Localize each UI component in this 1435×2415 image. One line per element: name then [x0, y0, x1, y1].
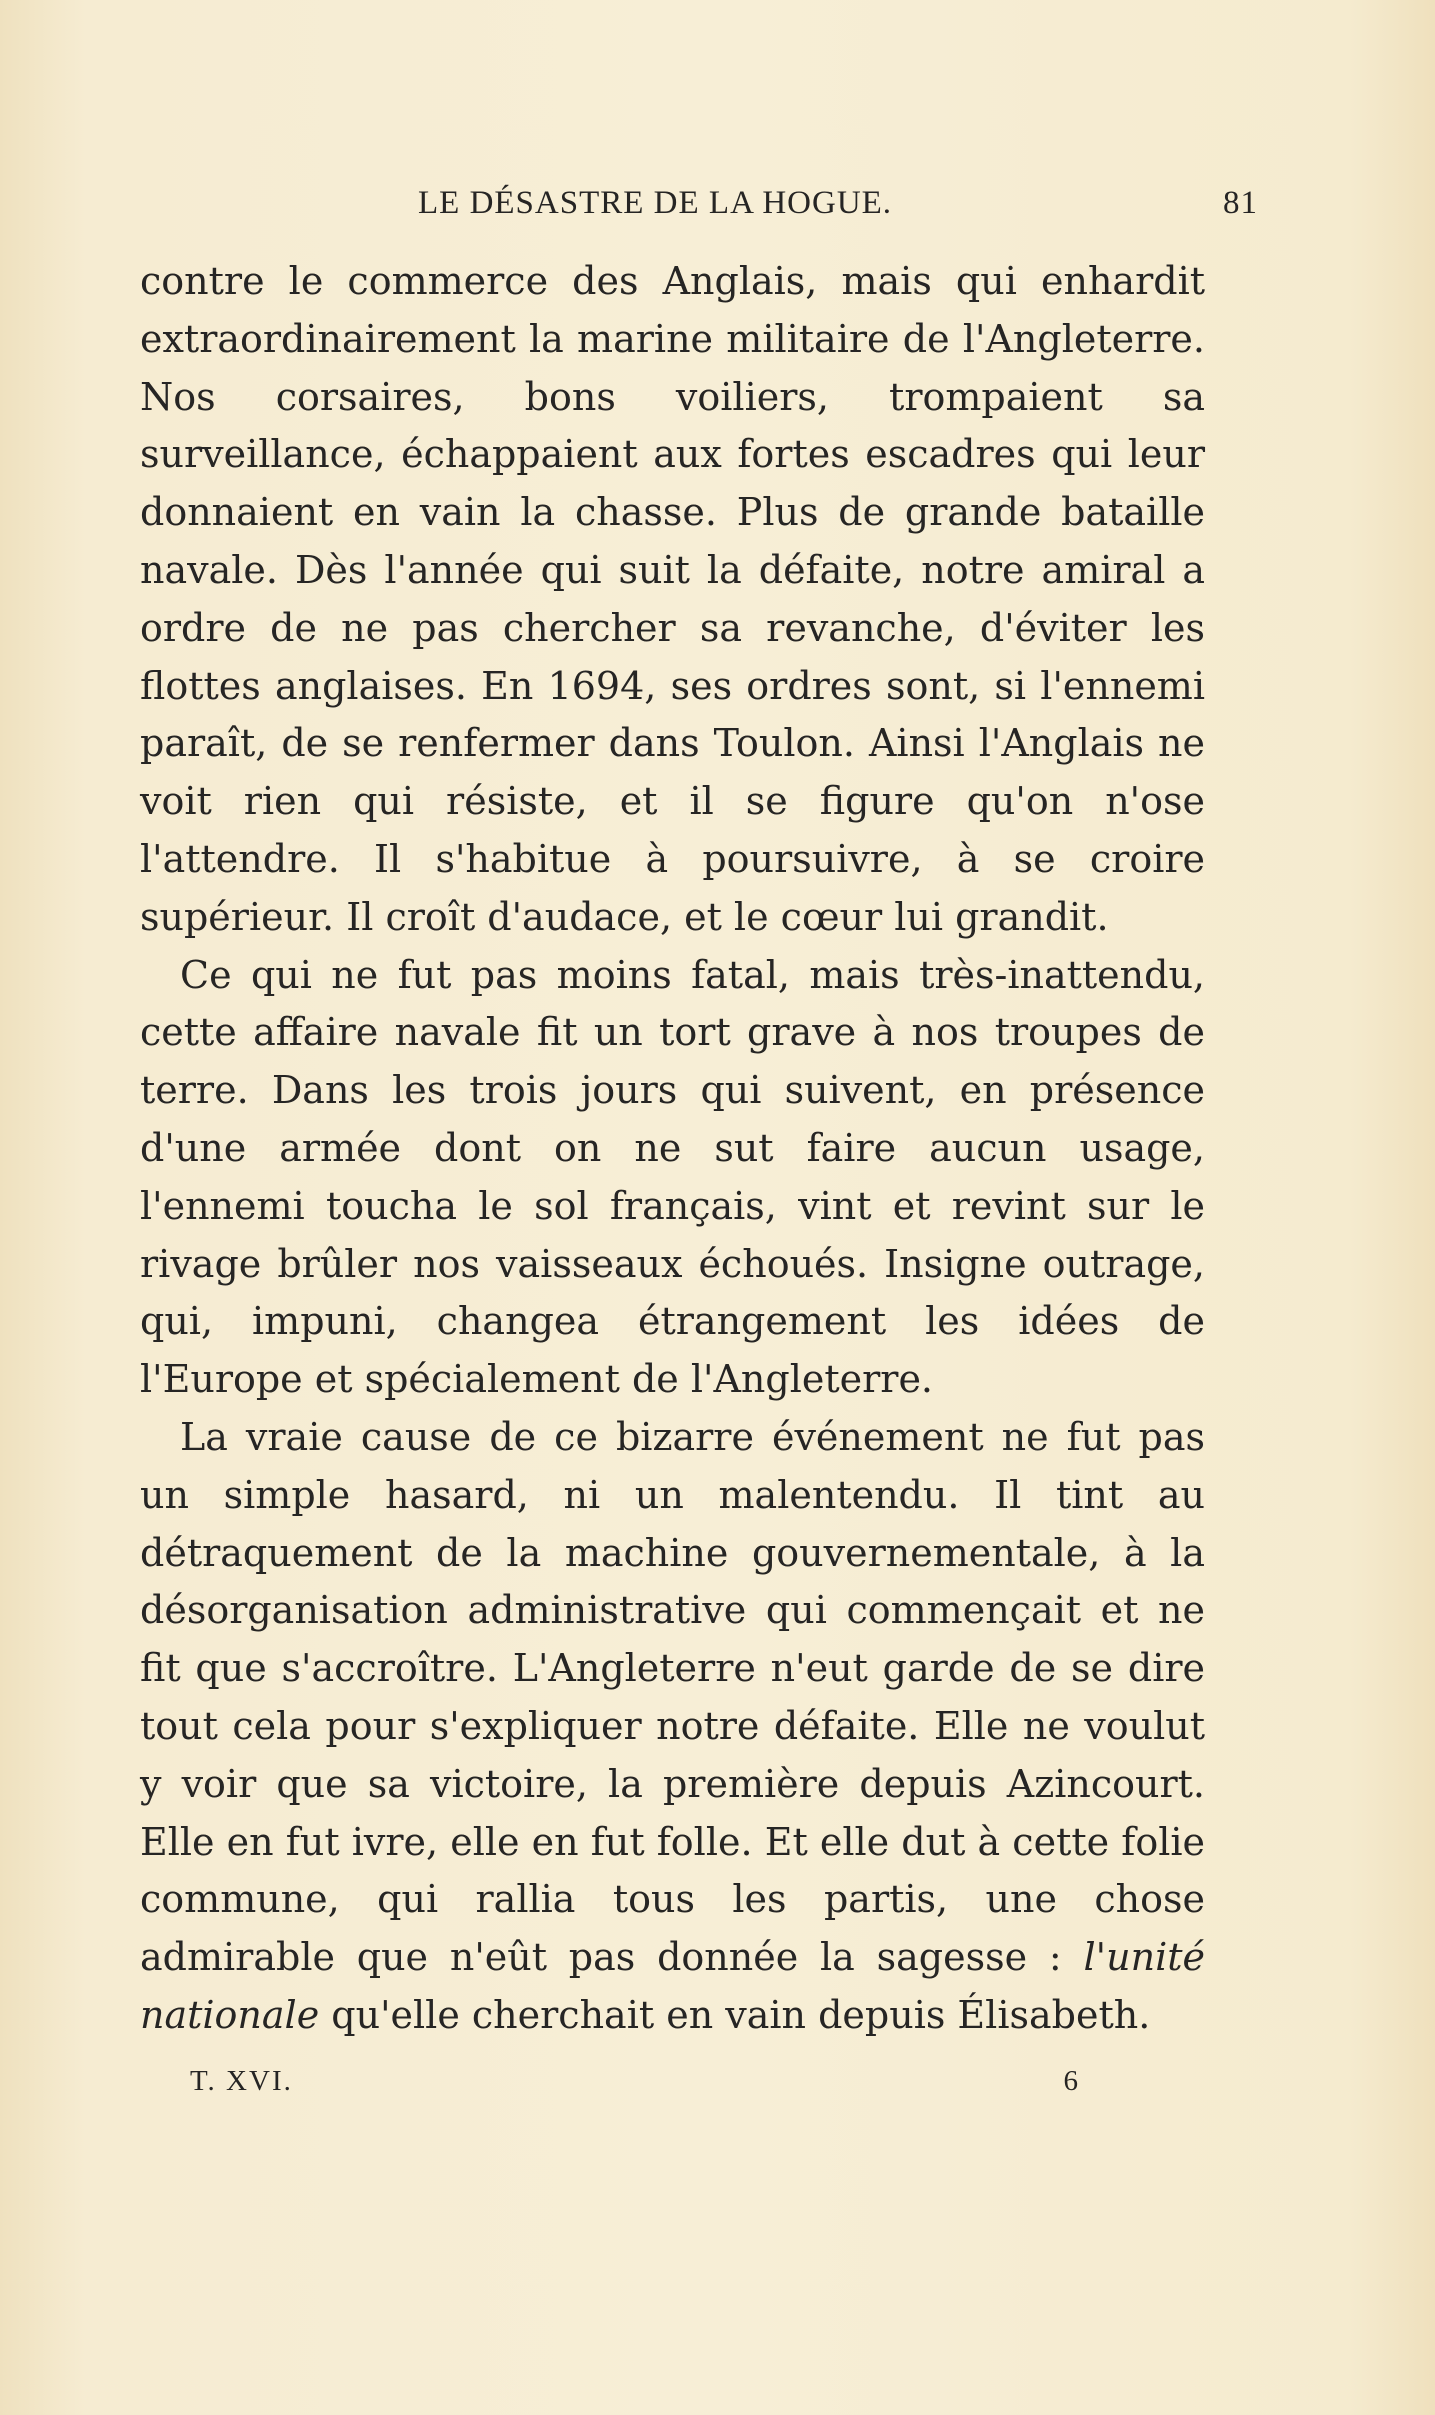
paragraph-3-text: La vraie cause de ce bizarre événement ne fut pas un simple hasard, ni un malentendu. Il tint au détraquement de la machine gouvernementale, à la désorganisation administrative qui commençait et ne fit que s'accroître. L'Angleterre n'eut garde de se dire tout cela pour s'expliquer notre défaite. Elle ne voulut y voir que sa victoire, la première depuis Azincourt. Elle en fut ivre, elle en fut folle. Et elle dut à cette folie commune, qui rallia tous les partis, une chose admirable que n'eût pas donnée la sagesse :: [140, 1414, 1205, 1980]
running-title: LE DÉSASTRE DE LA HOGUE.: [418, 185, 893, 221]
page-number: 81: [1223, 185, 1258, 221]
paragraph-2: Ce qui ne fut pas moins fatal, mais très-inattendu, cette affaire navale fit un tort grave à nos troupes de terre. Dans les trois jours qui suivent, en présence d'une armée dont on ne sut faire aucun usage, l'ennemi toucha le sol français, vint et revint sur le rivage brûler nos vaisseaux échoués. Insigne outrage, qui, impuni, changea étrangement les idées de l'Europe et spécialement de l'Angleterre.: [140, 952, 1205, 1402]
paragraph-3-ending: qu'elle cherchait en vain depuis Élisabeth.: [319, 1992, 1151, 2037]
italic-phrase: l'unité nationale: [140, 1935, 1205, 2037]
paragraph-3: [140, 1409, 1205, 2045]
body-text: [140, 253, 1205, 2045]
paragraph-1: contre le commerce des Anglais, mais qui enhardit extraordinairement la marine militaire de l'Angleterre. Nos corsaires, bons voiliers, trompaient sa surveillance, échappaient aux fortes escadres qui leur donnaient en vain la chasse. Plus de grande bataille navale. Dès l'année qui suit la défaite, notre amiral a ordre de ne pas chercher sa revanche, d'éviter les flottes anglaises. En 1694, ses ordres sont, si l'ennemi paraît, de se renfermer dans Toulon. Ainsi l'Anglais ne voit rien qui résiste, et il se figure qu'on n'ose l'attendre. Il s'habitue à poursuivre, à se croire supérieur. Il croît d'audace, et le cœur lui grandit.: [140, 259, 1205, 939]
running-head: [418, 185, 1258, 233]
volume-signature: T. XVI.: [190, 2065, 293, 2097]
gathering-number: 6: [1063, 2065, 1080, 2097]
page-footer: [190, 2065, 1080, 2105]
